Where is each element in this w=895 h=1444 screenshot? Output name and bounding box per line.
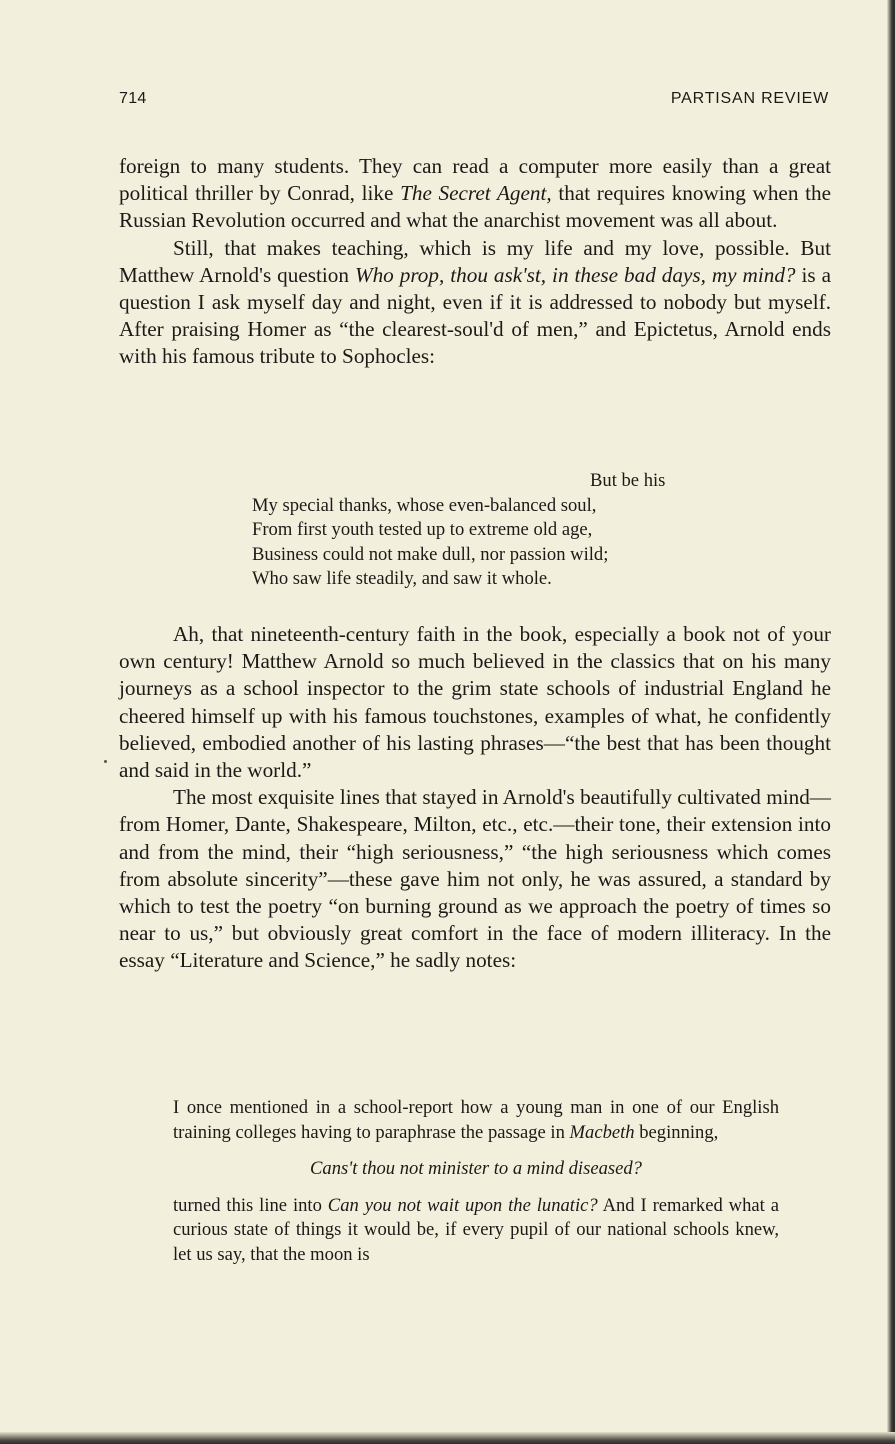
verse-quotation: [252, 469, 702, 592]
quote-text: turned this line into: [173, 1194, 328, 1216]
inline-quote: Who prop, thou ask'st, in these bad days, my mind?: [354, 262, 796, 287]
verse-line: Business could not make dull, nor passion wild;: [252, 543, 609, 565]
verse-line: My special thanks, whose even-balanced soul,: [252, 494, 597, 516]
verse-line: But be his: [590, 470, 666, 491]
ink-speck: [104, 760, 107, 763]
paragraph-text: that requires knowing when the Russian Revolution occurred and what the anarchist movement was all about.: [119, 181, 831, 233]
paragraph: [119, 235, 831, 371]
paragraph: [119, 153, 831, 235]
paragraph: Ah, that nineteenth-century faith in the book, especially a book not of your own century! Matthew Arnold so much believed in the classics that on his many journeys as a school inspector to the grim state schools of industrial England he cheered himself up with his famous touchstones, examples of what, he confidently believed, embodied another of his lasting phrases—“the best that has been thought and said in the world.”: [119, 622, 831, 783]
quote-text: I once mentioned in a school-report how a young man in one of our English training colleges having to paraphrase the passage in: [173, 1097, 779, 1143]
page-edge-bottom: [0, 1432, 895, 1444]
play-title: Macbeth: [569, 1121, 635, 1143]
verse-line: From first youth tested up to extreme old age,: [252, 519, 593, 541]
quoted-paraphrase: Can you not wait upon the lunatic?: [327, 1194, 598, 1216]
paragraph-text: foreign to many students. They can read a computer more easily than a great political thriller by Conrad, like: [119, 154, 831, 206]
running-head: PARTISAN REVIEW: [670, 90, 829, 107]
quote-text: beginning,: [634, 1121, 719, 1143]
quote-paragraph: [173, 1096, 779, 1145]
page-header: [119, 90, 829, 112]
verse-line: Who saw life steadily, and saw it whole.: [252, 568, 552, 590]
quoted-line: Cans't thou not minister to a mind diseased?: [310, 1158, 642, 1180]
body-text-middle: [119, 621, 831, 975]
page-number: 714: [119, 90, 147, 107]
block-quotation: [173, 1096, 779, 1268]
page-edge-right: [887, 0, 895, 1444]
book-title: The Secret Agent,: [400, 181, 552, 206]
paragraph-text: Still, that makes teaching, which is my life and my love, possible. But Matthew Arnold's question: [119, 235, 831, 287]
paragraph-text: is a question I ask myself day and night, even if it is addressed to nobody but myself. After praising Homer as “the clearest-soul'd of men,” and Epictetus, Arnold ends with his famous tribute to Sophocles:: [119, 262, 831, 369]
paragraph: The most exquisite lines that stayed in Arnold's beautifully cultivated mind—from Homer, Dante, Shakespeare, Milton, etc., etc.—their tone, their extension into and from the mind, their “high seriousness,” “the high seriousness which comes from absolute sincerity”—these gave him not only, he was assured, a standard by which to test the poetry “on burning ground as we approach the poetry of times so near to us,” but obviously great comfort in the face of modern illiteracy. In the essay “Literature and Science,” he sadly notes:: [119, 785, 831, 973]
body-text-top: [119, 153, 831, 371]
quote-paragraph: [173, 1194, 779, 1268]
quote-text: And I remarked what a curious state of things it would be, if every pupil of our national schools knew, let us say, that the moon is: [173, 1194, 779, 1265]
